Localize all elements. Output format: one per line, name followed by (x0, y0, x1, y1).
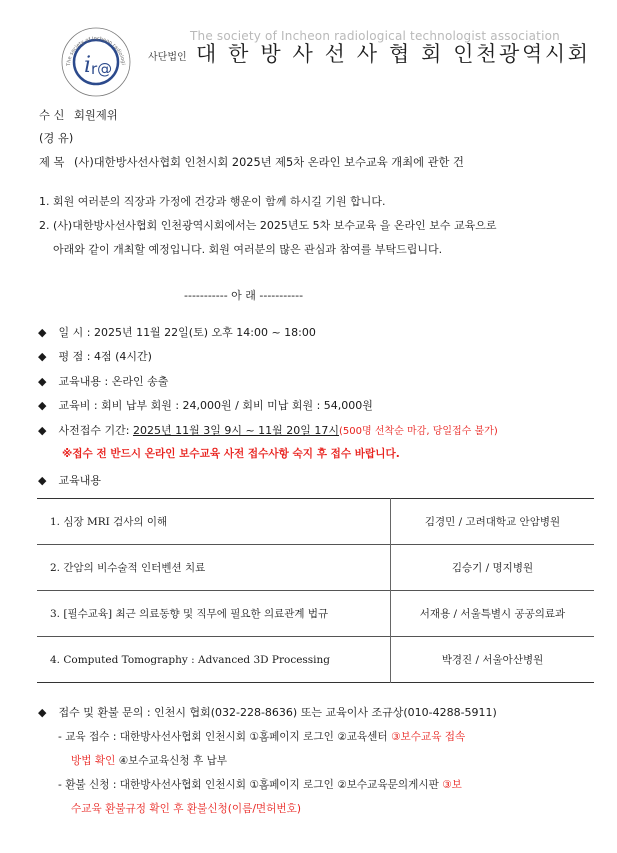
korean-name: 대 한 방 사 선 사 협 회 인천광역시회 (196, 42, 591, 66)
bullet-diamond: ◆ (38, 350, 47, 363)
paragraph-1: 1. 회원 여러분의 직장과 가정에 건강과 행운이 함께 하시길 기원 합니다. (39, 195, 386, 208)
registration-method-line2 (71, 753, 227, 768)
item-registration (38, 422, 498, 438)
registration-method-end: ④보수교육신청 후 납부 (115, 755, 228, 767)
notice-text: ※접수 전 반드시 온라인 보수교육 사전 접수사항 숙지 후 접수 바랍니다. (62, 448, 400, 460)
logo-mark-ra: r@ (91, 60, 113, 78)
paragraph-2b: 아래와 같이 개최할 예정입니다. 회원 여러분의 많은 관심과 참여를 부탁드립니다. (53, 243, 443, 256)
bullet-diamond: ◆ (38, 326, 47, 339)
via-line: (경 유) (39, 132, 74, 145)
registration-note: (500명 선착순 마감, 당일접수 불가) (339, 426, 498, 437)
item-content (38, 373, 168, 389)
item-curriculum (38, 472, 101, 488)
course-title: 4. Computed Tomography : Advanced 3D Processing (37, 637, 391, 683)
registration-period: 2025년 11월 3일 9시 ~ 11월 20일 17시 (132, 424, 340, 437)
english-name: The society of Incheon radiological technologist association (190, 29, 560, 43)
table-row (37, 591, 594, 637)
bullet-diamond: ◆ (38, 706, 47, 719)
curriculum-table (37, 498, 594, 683)
logo-ring-text: The society of Incheon radiologi (65, 35, 126, 67)
registration-method-steps: - 교육 접수 : 대한방사선사협회 인천시회 ①홈페이지 로그인 ②교육센터 (58, 731, 391, 743)
inquiry-text: 접수 및 환불 문의 : 인천시 협회(032-228-8636) 또는 교육이사 조규상(010-4288-5911) (58, 706, 497, 719)
table-row (37, 499, 594, 545)
paragraph-2a: 2. (사)대한방사선사협회 인천광역시회에서는 2025년도 5차 보수교육 을 온라인 보수 교육으로 (39, 219, 497, 232)
subject-label: 제 목 (39, 156, 65, 169)
association-logo (60, 26, 132, 98)
divider-heading: ----------- 아 래 ----------- (184, 289, 304, 302)
recipient-line (39, 107, 118, 123)
course-lecturer: 김경민 / 고려대학교 안암병원 (424, 516, 561, 528)
inquiry-line (38, 704, 497, 720)
item-date (38, 324, 316, 340)
bullet-diamond: ◆ (38, 399, 47, 412)
course-lecturer: 서재용 / 서울특별시 공공의료과 (391, 591, 595, 637)
corp-label: 사단법인 (148, 52, 187, 63)
registration-method-highlight: ③보수교육 접속 (391, 731, 466, 743)
item-points (38, 348, 152, 364)
refund-highlight: ③보 (442, 779, 462, 791)
course-title: 2. 간암의 비수술적 인터벤션 치료 (37, 545, 391, 591)
curriculum-label: 교육내용 (58, 474, 102, 487)
item-fee (38, 397, 373, 413)
points-text: 평 점 : 4점 (4시간) (58, 350, 152, 363)
fee-text: 교육비 : 회비 납부 회원 : 24,000원 / 회비 미납 회원 : 54,000원 (58, 399, 373, 412)
course-title: 1. 심장 MRI 검사의 이해 (37, 499, 391, 545)
bullet-diamond: ◆ (38, 375, 47, 388)
registration-method-line1 (58, 729, 465, 744)
refund-steps: - 환불 신청 : 대한방사선사협회 인천시회 ①홈페이지 로그인 ②보수교육문의게시판 (58, 779, 443, 791)
date-text: 일 시 : 2025년 11월 22일(토) 오후 14:00 ~ 18:00 (58, 326, 316, 339)
refund-line2: 수교육 환불규정 확인 후 환불신청(이름/면허번호) (71, 803, 301, 815)
recipient-label: 수 신 (39, 109, 65, 122)
logo-mark-i: i (84, 53, 92, 78)
registration-label: 사전접수 기간: (58, 424, 133, 437)
bullet-diamond: ◆ (38, 474, 47, 487)
subject-line (39, 154, 464, 170)
course-title: 3. [필수교육] 최근 의료동향 및 직무에 필요한 의료관계 법규 (37, 591, 391, 637)
course-lecturer: 박경진 / 서울아산병원 (391, 637, 595, 683)
table-row (37, 637, 594, 683)
refund-line1 (58, 777, 462, 792)
bullet-diamond: ◆ (38, 424, 47, 437)
recipient-value: 회원제위 (74, 109, 118, 122)
subject-value: (사)대한방사선사협회 인천시회 2025년 제5차 온라인 보수교육 개최에 관한 건 (74, 156, 464, 169)
course-lecturer: 김승기 / 명지병원 (391, 545, 595, 591)
registration-method-highlight2: 방법 확인 (71, 755, 116, 767)
content-text: 교육내용 : 온라인 송출 (58, 375, 169, 388)
table-row (37, 545, 594, 591)
